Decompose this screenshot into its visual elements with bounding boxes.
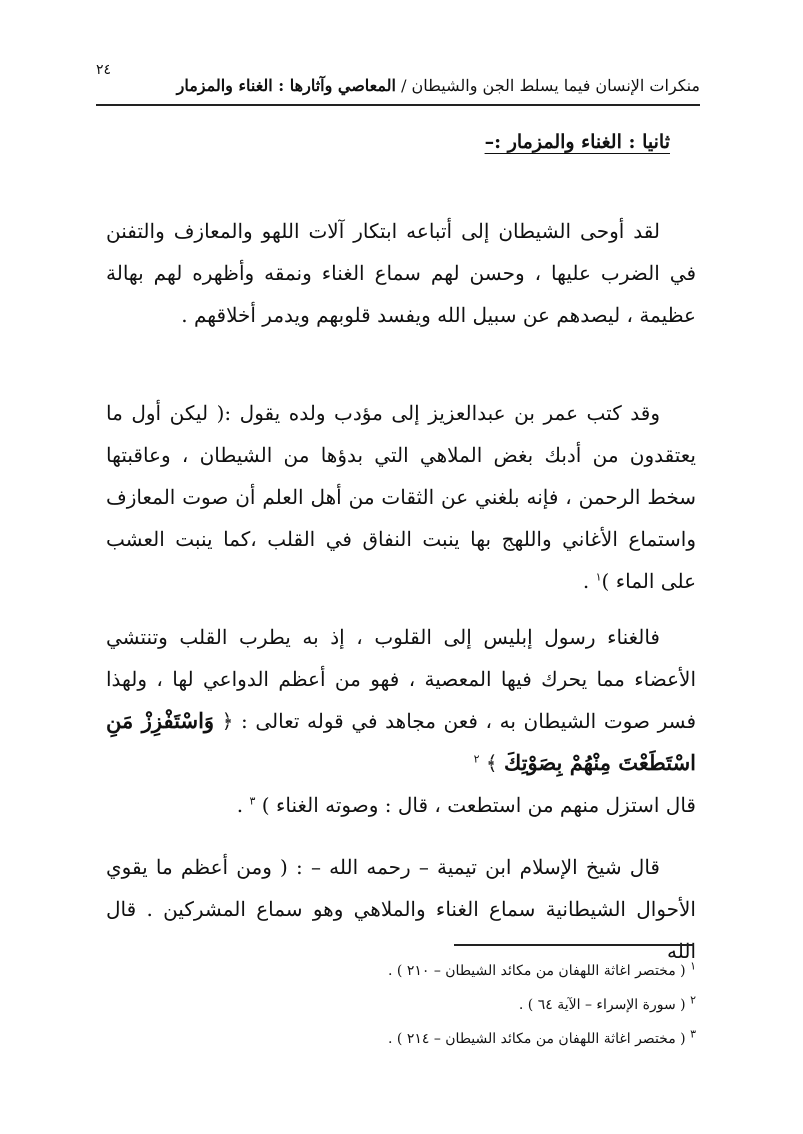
chapter-topic: المعاصي وآثارها : الغناء والمزمار — [176, 76, 396, 95]
footnote-mark: ١ — [690, 959, 696, 973]
quran-bracket-close: ﴾ — [485, 751, 498, 775]
paragraph-text-continued — [106, 784, 696, 826]
paragraph-3 — [106, 616, 696, 826]
paragraph-1 — [106, 210, 696, 336]
section-title: ثانيا : الغناء والمزمار :– — [484, 131, 670, 153]
paragraph-text: قال شيخ الإسلام ابن تيمية – رحمه الله – : ( ومن أعظم ما يقوي الأحوال الشيطانية سماع الغناء والملاهي وهو سماع المشركين . قال الله — [106, 855, 696, 963]
footnote-reference-1[interactable]: ١ — [595, 570, 602, 584]
footnote-2 — [300, 988, 696, 1022]
quran-verse: وَاسْتَفْزِزْ مَنِ اسْتَطَعْتَ مِنْهُمْ بِصَوْتِكَ — [106, 708, 696, 775]
footnote-3 — [300, 1022, 696, 1056]
book-title: منكرات الإنسان فيما يسلط الجن والشيطان / — [401, 76, 700, 95]
footnote-mark: ٣ — [690, 1027, 696, 1041]
paragraph-text — [106, 392, 696, 602]
paragraph-end: . — [582, 569, 596, 593]
footnote-divider — [454, 944, 694, 946]
footnote-text: ( مختصر اغاثة اللهفان من مكائد الشيطان – ٢١٠ ) . — [388, 963, 686, 979]
footnote-1 — [300, 954, 696, 988]
paragraph-text-body: قال استزل منهم من استطعت ، قال : وصوته الغناء ) — [261, 793, 696, 817]
header-divider — [96, 104, 700, 106]
footnote-text: ( مختصر اغاثة اللهفان من مكائد الشيطان – ٢١٤ ) . — [388, 1031, 686, 1047]
running-header — [176, 72, 700, 100]
paragraph-end: . — [236, 793, 250, 817]
page-number: ٢٤ — [96, 62, 112, 78]
footnote-reference-2[interactable]: ٢ — [473, 752, 480, 766]
footnote-text: ( سورة الإسراء – الآية ٦٤ ) . — [518, 997, 686, 1013]
paragraph-2 — [106, 392, 696, 602]
footnote-mark: ٢ — [690, 993, 696, 1007]
footnotes — [300, 954, 696, 1056]
paragraph-text-body: وقد كتب عمر بن عبدالعزيز إلى مؤدب ولده يقول :( ليكن أول ما يعتقدون من أدبك بغض الملاهي التي بدؤها من الشيطان ، وعاقبتها سخط الرحمن ، فإنه بلغني عن الثقات من أهل العلم أن صوت المعازف واستماع الأغاني واللهج بها ينبت النفاق في القلب ،كما ينبت العشب على الماء ) — [106, 401, 696, 593]
footnote-reference-3[interactable]: ٣ — [249, 794, 256, 808]
paragraph-text: لقد أوحى الشيطان إلى أتباعه ابتكار آلات اللهو والمعازف والتفنن في الضرب عليها ، وحسن لهم سماع الغناء ونمقه وأظهره لهم بهالة عظيمة ، ليصدهم عن سبيل الله ويفسد قلوبهم ويدمر أخلاقهم . — [106, 219, 697, 327]
paragraph-text — [106, 616, 696, 784]
paragraph-text-body: فالغناء رسول إبليس إلى القلوب ، إذ به يطرب القلب وتنتشي الأعضاء مما يحرك فيها المعصية ، فهو من أعظم الدواعي لها ، ولهذا فسر صوت الشيطان به ، فعن مجاهد في قوله تعالى : ﴿ — [106, 625, 697, 733]
